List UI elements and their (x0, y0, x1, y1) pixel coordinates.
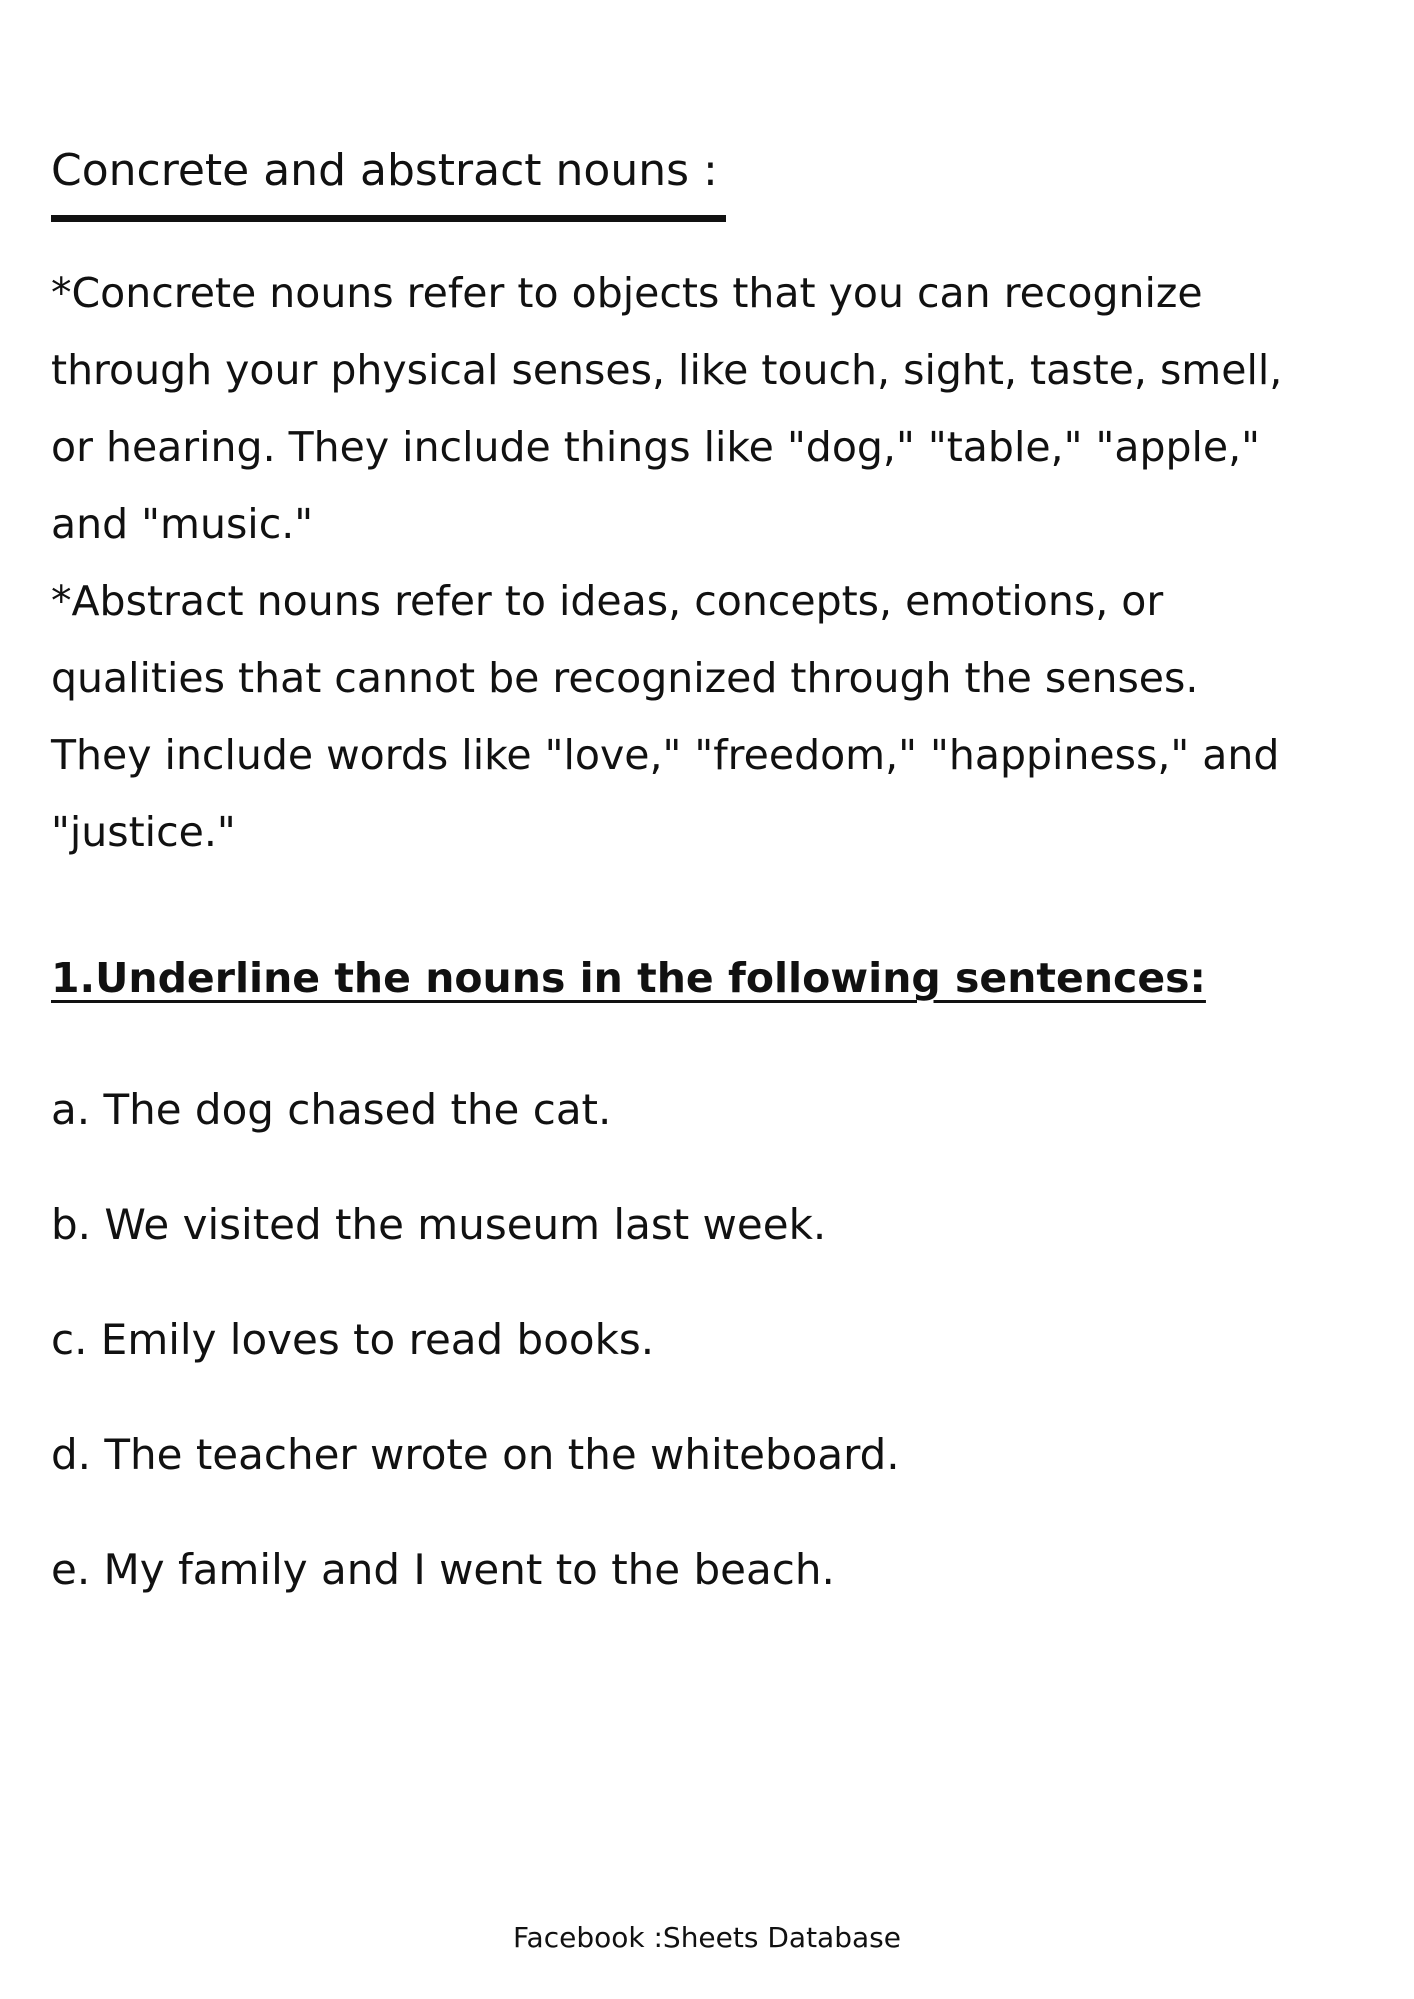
definition-line: *Abstract nouns refer to ideas, concepts, emotions, or (51, 577, 1164, 625)
exercise-sentence: b. We visited the museum last week. (51, 1200, 827, 1249)
exercise-heading: 1.Underline the nouns in the following sentences: (51, 954, 1206, 1002)
definitions-paragraph (51, 255, 1381, 871)
exercise-sentence: d. The teacher wrote on the whiteboard. (51, 1430, 900, 1479)
definition-line: *Concrete nouns refer to objects that you can recognize (51, 269, 1203, 317)
exercise-sentence: e. My family and I went to the beach. (51, 1545, 835, 1594)
definition-line: and "music." (51, 500, 314, 548)
definition-line: They include words like "love," "freedom," "happiness," and (51, 731, 1280, 779)
definition-line: through your physical senses, like touch, sight, taste, smell, (51, 346, 1283, 394)
footer-credit: Facebook :Sheets Database (513, 1921, 901, 1954)
definition-line: "justice." (51, 808, 236, 856)
title-underline-rule (51, 215, 726, 222)
page-title: Concrete and abstract nouns : (51, 145, 718, 196)
definition-line: qualities that cannot be recognized through the senses. (51, 654, 1199, 702)
exercise-sentence: c. Emily loves to read books. (51, 1315, 655, 1364)
exercise-sentence: a. The dog chased the cat. (51, 1085, 612, 1134)
exercise-sentence-list (51, 1082, 1351, 1657)
definition-line: or hearing. They include things like "dog," "table," "apple," (51, 423, 1261, 471)
